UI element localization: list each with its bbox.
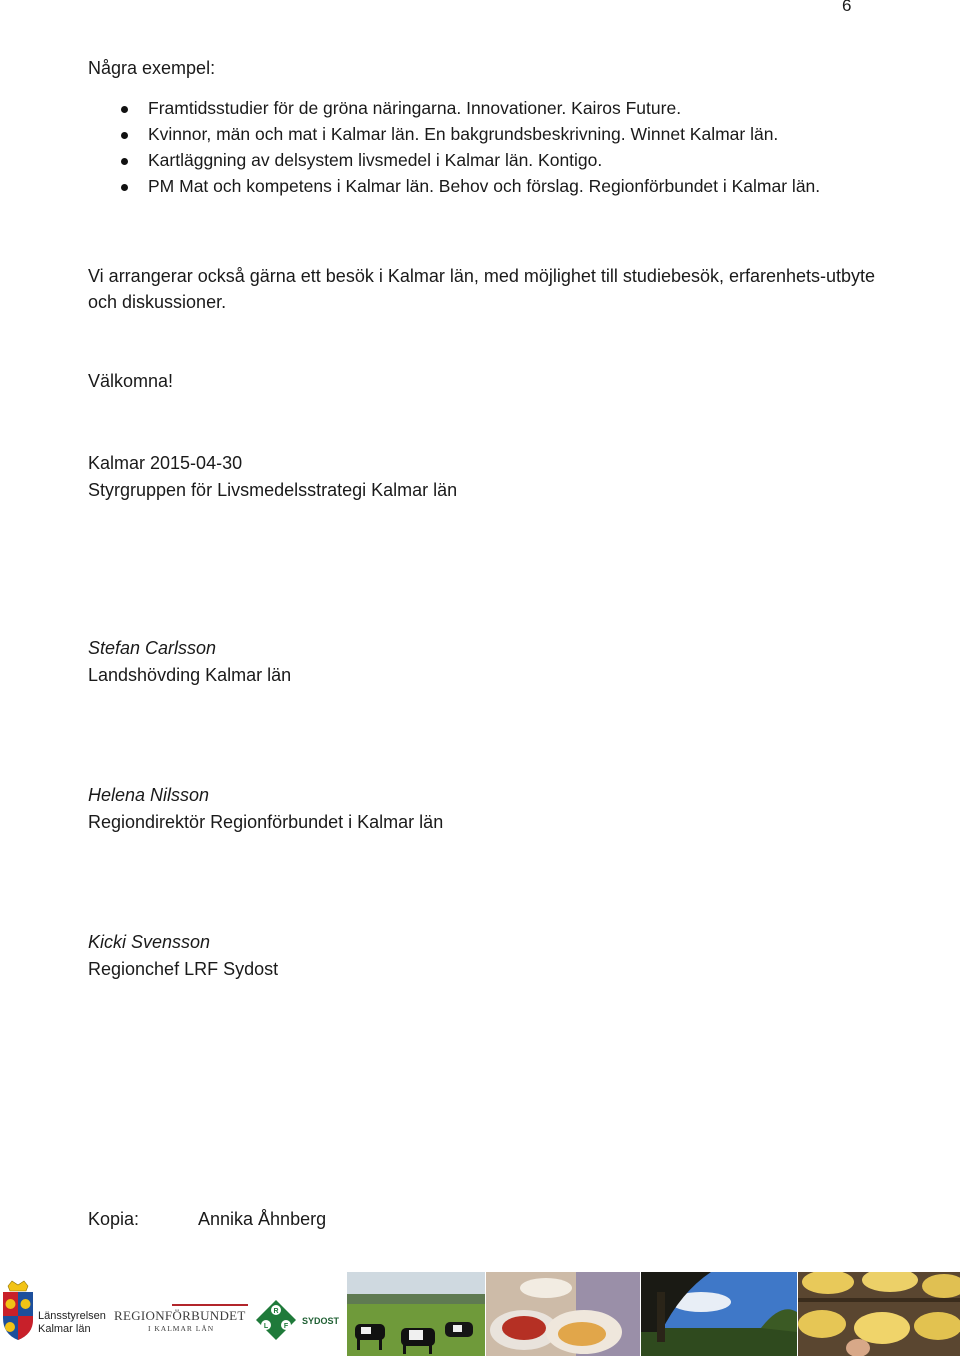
lrf-region-label: SYDOST <box>302 1316 340 1326</box>
welcome-text: Välkomna! <box>88 371 174 391</box>
list-item: Kartläggning av delsystem livsmedel i Kalmar län. Kontigo. <box>88 147 848 173</box>
cheese-photo <box>798 1272 960 1356</box>
lrf-logo <box>252 1298 344 1342</box>
place-date: Kalmar 2015-04-30 <box>88 453 243 473</box>
intro-heading: Några exempel: <box>88 58 216 78</box>
signatory-title: Landshövding Kalmar län <box>88 665 292 685</box>
lrf-letter: F <box>283 1323 289 1330</box>
lansstyrelsen-logo <box>0 1280 110 1342</box>
regionforbundet-county: I KALMAR LÄN <box>148 1324 215 1333</box>
cows-photo <box>347 1272 485 1356</box>
bullet-icon <box>121 184 128 191</box>
signatory-name: Kicki Svensson <box>88 932 211 952</box>
lansstyrelsen-name: Länsstyrelsen <box>38 1310 106 1322</box>
list-item: Kvinnor, män och mat i Kalmar län. En bakgrundsbeskrivning. Winnet Kalmar län. <box>88 121 848 147</box>
lrf-letter: L <box>263 1323 269 1330</box>
lrf-emblem-icon <box>252 1298 300 1342</box>
visit-paragraph: Vi arrangerar också gärna ett besök i Kalmar län, med möjlighet till studiebesök, erfarenhets-utbyte och diskussioner. <box>88 266 876 312</box>
bullet-icon <box>121 106 128 113</box>
signatory-title: Regiondirektör Regionförbundet i Kalmar län <box>88 812 444 832</box>
steering-group: Styrgruppen för Livsmedelsstrategi Kalmar län <box>88 480 458 500</box>
page-number: 6 <box>842 0 852 15</box>
crest-icon <box>0 1280 36 1342</box>
tree-landscape-photo <box>641 1272 797 1356</box>
lansstyrelsen-county: Kalmar län <box>38 1323 91 1335</box>
signatory-name: Helena Nilsson <box>88 785 210 805</box>
regionforbundet-name: REGIONFÖRBUNDET <box>114 1308 246 1323</box>
lrf-letter: R <box>273 1308 279 1315</box>
copy-label: Kopia: <box>88 1209 140 1229</box>
region-accent-bar <box>172 1304 248 1306</box>
list-item: Framtidsstudier för de gröna näringarna. Innovationer. Kairos Future. <box>88 95 848 121</box>
food-photo <box>486 1272 640 1356</box>
bullet-icon <box>121 158 128 165</box>
list-item: PM Mat och kompetens i Kalmar län. Behov och förslag. Regionförbundet i Kalmar län. <box>88 173 848 199</box>
regionforbundet-logo <box>114 1300 248 1340</box>
signatory-title: Regionchef LRF Sydost <box>88 959 279 979</box>
copy-recipient: Annika Åhnberg <box>198 1209 327 1229</box>
bullet-icon <box>121 132 128 139</box>
signatory-name: Stefan Carlsson <box>88 638 217 658</box>
examples-list <box>88 95 848 199</box>
